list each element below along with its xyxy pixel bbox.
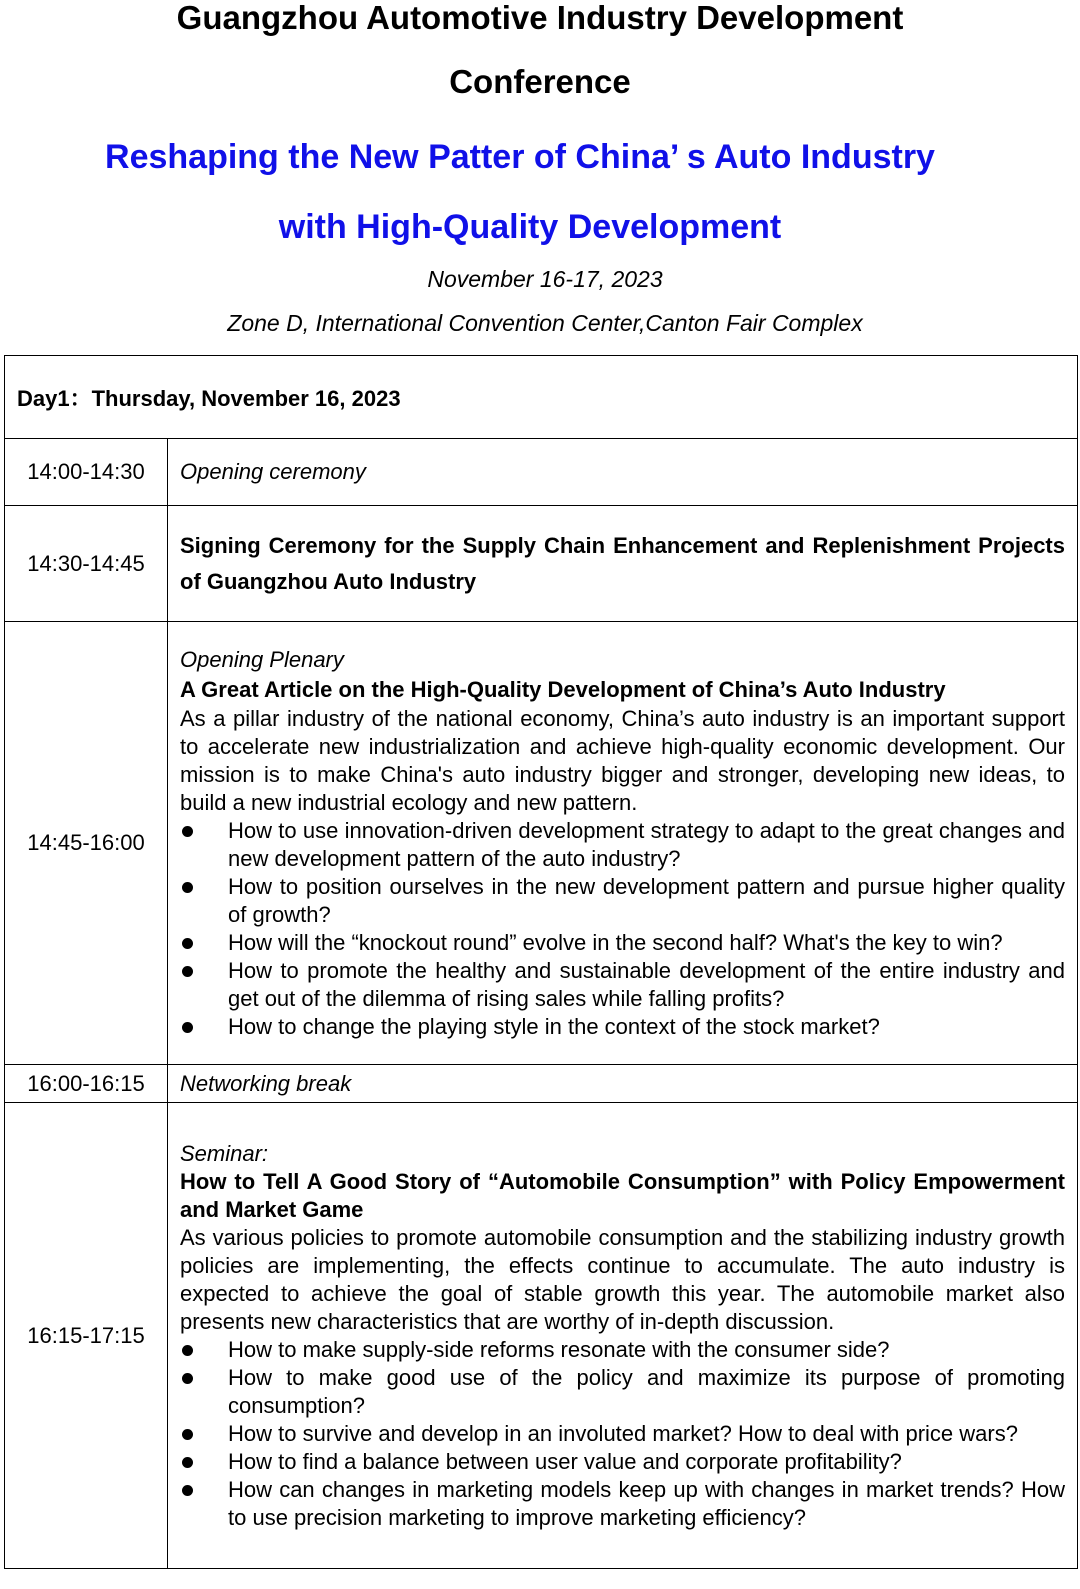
event-venue: Zone D, International Convention Center,Canton Fair Complex xyxy=(227,310,863,336)
session-content xyxy=(168,622,1078,1065)
agenda-table xyxy=(4,355,1078,1569)
session-time: 14:45-16:00 xyxy=(5,622,168,1065)
list-item xyxy=(180,1448,1065,1476)
list-item xyxy=(180,1420,1065,1448)
bullet-icon xyxy=(182,1457,193,1468)
bullet-icon xyxy=(182,1429,193,1440)
bullet-icon xyxy=(182,1345,193,1356)
list-item xyxy=(180,1364,1065,1420)
agenda-row xyxy=(5,1065,1078,1103)
list-item xyxy=(180,1476,1065,1532)
agenda-row xyxy=(5,506,1078,622)
event-date: November 16-17, 2023 xyxy=(427,266,663,292)
question-text: How to survive and develop in an involuted market? How to deal with price wars? xyxy=(228,1420,1018,1446)
session-title: Signing Ceremony for the Supply Chain Enhancement and Replenishment Projects of Guangzhou Auto Industry xyxy=(180,532,1065,594)
day-label: Day1：Thursday, November 16, 2023 xyxy=(5,356,1078,439)
session-title: Opening ceremony xyxy=(168,439,1078,506)
discussion-questions xyxy=(180,817,1065,1041)
session-kind: Seminar: xyxy=(180,1140,269,1166)
list-item xyxy=(180,1336,1065,1364)
list-item xyxy=(180,1013,1065,1041)
session-description: As various policies to promote automobile consumption and the stabilizing industry growth policies are implementing, the effects continue to accumulate. The auto industry is expected to achieve the goal of stable growth this year. The automobile market also presents new characteristics that are worthy of in-depth discussion. xyxy=(180,1224,1065,1334)
bullet-icon xyxy=(182,938,193,949)
session-time: 16:15-17:15 xyxy=(5,1103,168,1569)
conference-title-line1: Guangzhou Automotive Industry Development xyxy=(176,0,904,36)
conference-title xyxy=(0,0,1080,114)
question-text: How to promote the healthy and sustainable development of the entire industry and get out of the dilemma of rising sales while falling profits? xyxy=(228,958,1065,1011)
list-item xyxy=(180,817,1065,873)
session-title: How to Tell A Good Story of “Automobile Consumption” with Policy Empowerment and Market Game xyxy=(180,1168,1065,1222)
bullet-icon xyxy=(182,1373,193,1384)
list-item xyxy=(180,957,1065,1013)
theme-title-line1: Reshaping the New Patter of China’ s Auto Industry xyxy=(105,138,935,176)
question-text: How to use innovation-driven development strategy to adapt to the great changes and new development pattern of the auto industry? xyxy=(228,818,1065,871)
session-description: As a pillar industry of the national economy, China’s auto industry is an important support to accelerate new industrialization and achieve high-quality economic development. Our mission is to make China's auto industry bigger and stronger, developing new ideas, to build a new industrial ecology and new pattern. xyxy=(180,706,1065,815)
session-title: Networking break xyxy=(168,1065,1078,1103)
bullet-icon xyxy=(182,1022,193,1033)
session-time: 14:00-14:30 xyxy=(5,439,168,506)
question-text: How can changes in marketing models keep up with changes in market trends? How to use precision marketing to improve marketing efficiency? xyxy=(228,1476,1065,1530)
session-title: A Great Article on the High-Quality Development of China’s Auto Industry xyxy=(180,677,946,702)
session-content xyxy=(168,506,1078,622)
question-text: How to change the playing style in the context of the stock market? xyxy=(228,1014,880,1039)
discussion-questions xyxy=(180,1336,1065,1532)
question-text: How to position ourselves in the new development pattern and pursue higher quality of growth? xyxy=(228,874,1065,927)
agenda-row xyxy=(5,622,1078,1065)
question-text: How to make supply-side reforms resonate with the consumer side? xyxy=(228,1336,890,1362)
bullet-icon xyxy=(182,1485,193,1496)
list-item xyxy=(180,929,1065,957)
session-time: 14:30-14:45 xyxy=(5,506,168,622)
question-text: How to find a balance between user value and corporate profitability? xyxy=(228,1448,902,1474)
theme-title-line2: with High-Quality Development xyxy=(278,208,782,246)
bullet-icon xyxy=(182,882,193,893)
bullet-icon xyxy=(182,826,193,837)
agenda-row xyxy=(5,1103,1078,1569)
session-time: 16:00-16:15 xyxy=(5,1065,168,1103)
session-kind: Opening Plenary xyxy=(180,647,344,672)
list-item xyxy=(180,873,1065,929)
conference-title-line2: Conference xyxy=(449,63,631,100)
question-text: How to make good use of the policy and maximize its purpose of promoting consumption? xyxy=(228,1364,1065,1418)
agenda-row xyxy=(5,439,1078,506)
session-content xyxy=(168,1103,1078,1569)
bullet-icon xyxy=(182,966,193,977)
day-header-row xyxy=(5,356,1078,439)
question-text: How will the “knockout round” evolve in the second half? What's the key to win? xyxy=(228,930,1003,955)
